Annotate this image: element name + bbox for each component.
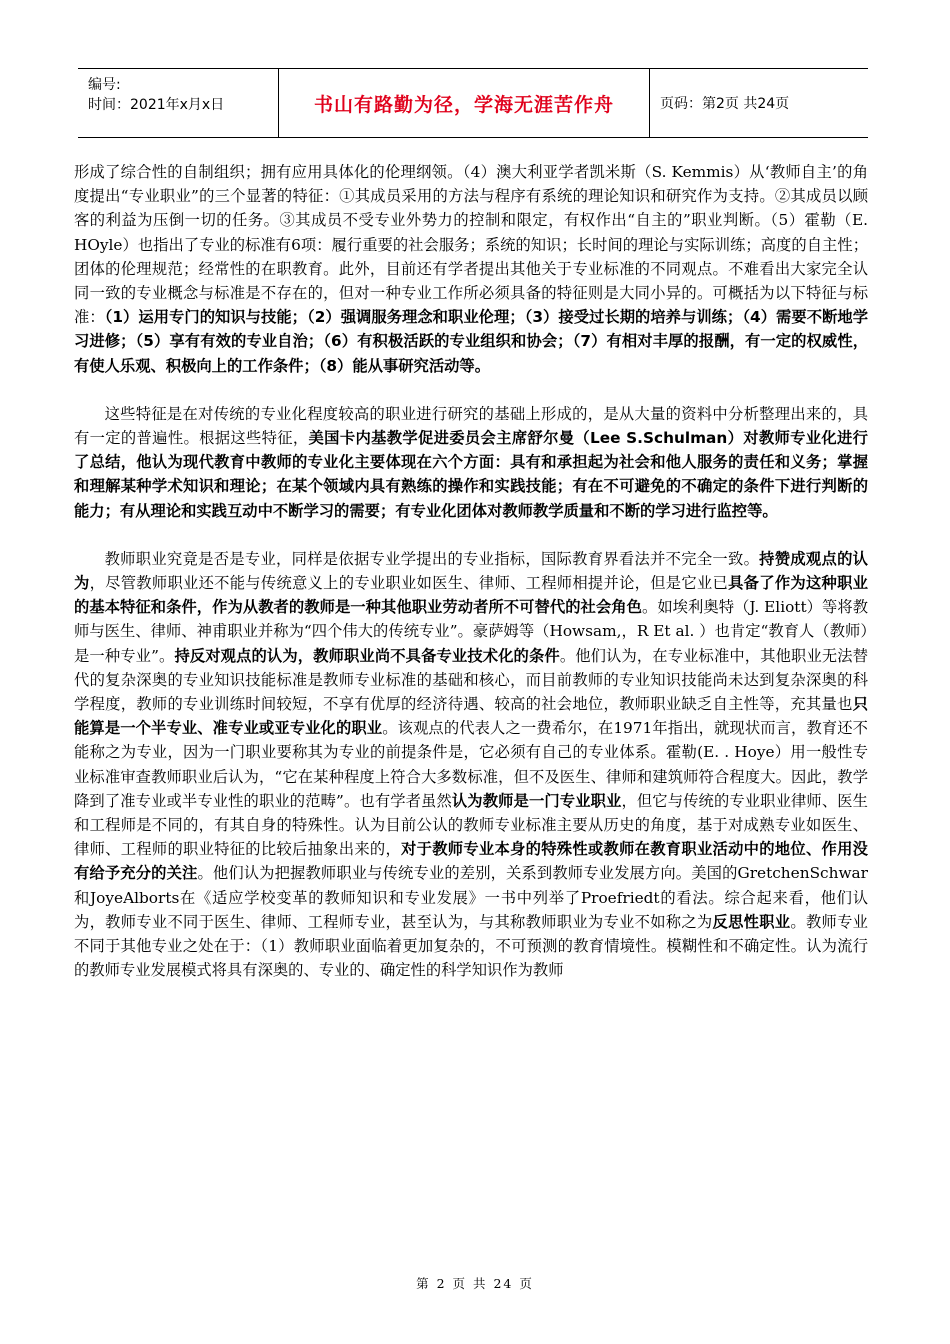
header-motto: 书山有路勤为径，学海无涯苦作舟: [278, 69, 650, 137]
emphasis-text: 美国卡内基教学促进委员会主席舒尔曼（Lee S.Schulman）对教师专业化进行了总结，他认为现代教育中教师的专业化主要体现在六个方面：具有和承担起为社会和他人服务的责任和义务；掌握和理解某种学术知识和理论；在某个领域内具有熟练的操作和实践技能；有在不可避免的不确定的条件下进行判断的能力；有从理论和实践互动中不断学习的需要；有专业化团体对教师教学质量和不断的学习进行监控等。: [74, 429, 868, 520]
date-label: 时间：2021年x月x日: [88, 97, 225, 113]
emphasis-text: 反思性职业: [712, 912, 791, 931]
emphasis-text: 对于教师专业本身的特殊性或教师在教育职业活动中的地位、作用没有给予充分的关注: [74, 840, 868, 883]
emphasis-text: 只能算是一个半专业、准专业或亚专业化的职业: [74, 695, 868, 738]
paragraph-3: [74, 547, 868, 983]
body-text: ，但它与传统的专业职业律师、医生和工程师是不同的，有其自身的特殊性。认为目前公认的教师专业标准主要从历史的角度，基于对成熟专业如医生、律师、工程师的职业特征的比较后抽象出来的，: [74, 791, 868, 859]
emphasis-text: 持反对观点的认为，教师职业尚不具备专业技术化的条件: [174, 646, 560, 665]
body-text: 。他们认为把握教师职业与传统专业的差别，关系到教师专业发展方向。美国的GretchenSchwar和JoyeAlborts在《适应学校变革的教师知识和专业发展》一书中列举了Proefriedt的看法。综合起来看，他们认为，教师专业不同于医生、律师、工程师专业，甚至认为，与其称教师职业为专业不如称之为: [74, 864, 868, 931]
header-meta: [78, 69, 278, 137]
emphasis-text: 持赞成观点的认为: [74, 549, 868, 593]
header-page-info: 页码：第2页 共24页: [660, 96, 790, 112]
emphasis-text: （1）运用专门的知识与技能；（2）强调服务理念和职业伦理；（3）接受过长期的培养与训练；（4）需要不断地学习进修；（5）享有有效的专业自治；（6）有积极活跃的专业组织和协会；（7）有相对丰厚的报酬，有一定的权威性，有使人乐观、积极向上的工作条件；（8）能从事研究活动等。: [74, 308, 868, 375]
document-body: [74, 160, 868, 983]
body-text: 形成了综合性的自制组织；拥有应用具体化的伦理纲领。（4）澳大利亚学者凯米斯（S. Kemmis）从‘教师自主’的角度提出“专业职业”的三个显著的特征：①其成员采用的方法与程序有系统的理论知识和研究作为支持。②其成员以顾客的利益为压倒一切的任务。③其成员不受专业外势力的控制和限定，有权作出“自主的”职业判断。（5）霍勒（E. HOyle）也指出了专业的标准有6项：履行重要的社会服务；系统的知识；长时间的理论与实际训练；高度的自主性；团体的伦理规范；经常性的在职教育。此外，目前还有学者提出其他关于专业标准的不同观点。不难看出大家完全认同一致的专业概念与标准是不存在的，但对一种专业工作所必须具备的特征则是大同小异的。可概括为以下特征与标准：: [74, 163, 868, 327]
emphasis-text: 具备了作为这种职业的基本特征和条件，作为从教者的教师是一种其他职业劳动者所不可替代的社会角色: [74, 574, 868, 617]
body-text: ，尽管教师职业还不能与传统意义上的专业职业如医生、律师、工程师相提并论，但是它业已: [89, 574, 729, 593]
body-text: 。教师专业不同于其他专业之处在于：（1）教师职业面临着更加复杂的，不可预测的教育情境性。模糊性和不确定性。认为流行的教师专业发展模式将具有深奥的、专业的、确定性的科学知识作为教师: [74, 912, 868, 980]
emphasis-text: 认为教师是一门专业职业: [451, 791, 622, 810]
body-text: 这些特征是在对传统的专业化程度较高的职业进行研究的基础上形成的，是从大量的资料中分析整理出来的，具有一定的普遍性。根据这些特征，: [74, 404, 868, 448]
page-header: [78, 68, 868, 138]
body-text: 教师职业究竟是否是专业，同样是依据专业学提出的专业指标，国际教育界看法并不完全一致。: [104, 549, 760, 568]
body-text: 。该观点的代表人之一费希尔，在1971年指出，就现状而言，教育还不能称之为专业，因为一门职业要称其为专业的前提条件是，它必须有自己的专业体系。霍勒(E. . Hoye）用一般性专业标准审查教师职业后认为，“它在某种程度上符合大多数标准，但不及医生、律师和建筑师符合程度大。因此，教学降到了准专业或半专业性的职业的范畴”。也有学者虽然: [74, 719, 868, 810]
page-footer: 第 2 页 共 24 页: [416, 1276, 534, 1291]
serial-number-label: 编号:: [88, 77, 121, 93]
body-text: 。他们认为，在专业标准中，其他职业无法替代的复杂深奥的专业知识技能标准是教师专业标准的基础和核心，而目前教师的专业知识技能尚未达到复杂深奥的科学程度，教师的专业训练时间较短，不享有优厚的经济待遇、较高的社会地位，教师职业缺乏自主性等，充其量也: [74, 646, 868, 714]
paragraph-2: [74, 402, 868, 523]
body-text: 。如埃利奥特（J. Eliott）等将教师与医生、律师、神甫职业并称为“四个伟大的传统专业”。豪萨姆等（Howsam,，R Et al. ）也肯定“教育人（教师）是一种专业”。: [74, 598, 868, 665]
paragraph-1: [74, 160, 868, 378]
